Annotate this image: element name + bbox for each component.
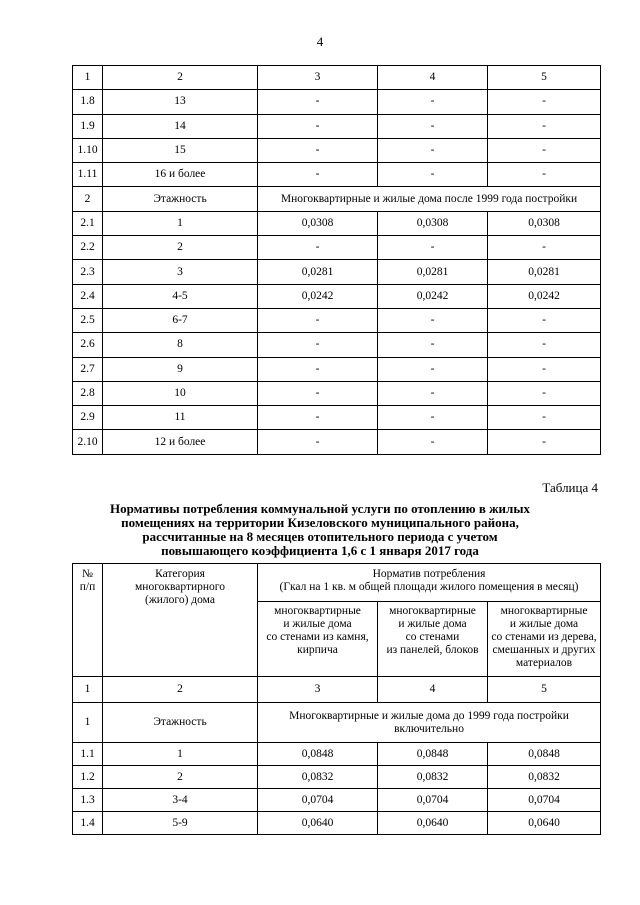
table-row: [73, 163, 601, 187]
header-text: со стенами из дерева,: [491, 631, 597, 643]
header-text: многоквартирные: [389, 605, 476, 617]
table-cell: -: [488, 357, 601, 381]
table-row: [73, 236, 601, 260]
table-cell: -: [378, 430, 488, 454]
header-text: и жилые дома: [398, 618, 467, 630]
table-cell: 1.9: [73, 114, 103, 138]
table-cell: 2: [73, 187, 103, 211]
header-text: многоквартирного: [135, 581, 225, 593]
table-cell: 2: [103, 766, 258, 789]
header-text: со стенами: [405, 631, 460, 643]
table-cell: 0,0832: [378, 766, 488, 789]
table-cell: 1.8: [73, 90, 103, 114]
section-text: включительно: [394, 722, 464, 735]
table-row: [73, 260, 601, 284]
table-cell: 2.1: [73, 211, 103, 235]
table-cell: -: [488, 333, 601, 357]
table-cell: -: [258, 138, 378, 162]
table-cell: 0,0281: [378, 260, 488, 284]
table-cell: -: [258, 308, 378, 332]
table-cell: 0,0832: [258, 766, 378, 789]
table-cell: -: [488, 236, 601, 260]
col-number-header: [73, 564, 103, 677]
table-cell: -: [258, 430, 378, 454]
table-cell: 2: [103, 677, 258, 703]
table-row: [73, 812, 601, 835]
table-row: [73, 743, 601, 766]
table-cell: 2.3: [73, 260, 103, 284]
table-cell: 4: [378, 677, 488, 703]
heading-line: помещениях на территории Кизеловского муниципального района,: [121, 515, 519, 530]
header-text: со стенами из камня,: [266, 631, 369, 643]
table-cell: 0,0704: [378, 789, 488, 812]
table-cell: 1: [103, 211, 258, 235]
section-row: [73, 703, 601, 743]
subheader-panel: [378, 602, 488, 677]
header-text: и жилые дома: [283, 618, 352, 630]
subheader-stone: [258, 602, 378, 677]
table-cell: 2: [103, 66, 258, 90]
table-cell: -: [488, 430, 601, 454]
header-text: многоквартирные: [500, 605, 588, 617]
section-row: [73, 187, 601, 211]
table-cell: 4-5: [103, 284, 258, 308]
table-cell: 1: [73, 703, 103, 743]
table-cell: 2.5: [73, 308, 103, 332]
heading-line: Нормативы потребления коммунальной услуги по отоплению в жилых: [110, 501, 530, 516]
table-caption: Таблица 4: [542, 480, 598, 495]
table-cell: -: [378, 114, 488, 138]
table-cell: 16 и более: [103, 163, 258, 187]
table-cell: 6-7: [103, 308, 258, 332]
table-cell: Этажность: [103, 187, 258, 211]
table-cell: -: [258, 163, 378, 187]
header-text: Норматив потребления: [372, 568, 486, 580]
table-cell: 0,0640: [378, 812, 488, 835]
table-cell: 2.7: [73, 357, 103, 381]
table-cell: 10: [103, 381, 258, 405]
table-cell: 1.11: [73, 163, 103, 187]
norm-header: [258, 564, 601, 602]
table-cell: Многоквартирные и жилые дома после 1999 года постройки: [258, 187, 601, 211]
table-cell: 1.3: [73, 789, 103, 812]
table-cell: 0,0640: [258, 812, 378, 835]
table-cell: 2.6: [73, 333, 103, 357]
table-cell: 12 и более: [103, 430, 258, 454]
table-row: [73, 114, 601, 138]
heating-norms-table-4: [72, 563, 601, 835]
header-text: п/п: [79, 581, 96, 593]
table-cell: -: [488, 138, 601, 162]
table-cell: 0,0308: [258, 211, 378, 235]
table-row: [73, 789, 601, 812]
header-text: многоквартирные: [274, 605, 361, 617]
table-cell: 3: [258, 677, 378, 703]
header-text: №: [82, 568, 93, 580]
heating-norms-table-continued: [72, 65, 601, 455]
header-text: смешанных и других: [492, 644, 596, 656]
table-cell: 0,0242: [488, 284, 601, 308]
table-cell: 2.10: [73, 430, 103, 454]
table-cell: -: [378, 406, 488, 430]
table-cell: -: [488, 163, 601, 187]
table-heading: [60, 502, 580, 558]
table-cell: 9: [103, 357, 258, 381]
table-cell: -: [258, 333, 378, 357]
table-cell: 2.9: [73, 406, 103, 430]
table-row: [73, 357, 601, 381]
section-description: [258, 703, 601, 743]
table-cell: -: [378, 333, 488, 357]
table-cell: 1: [73, 677, 103, 703]
table-cell: -: [488, 114, 601, 138]
table-cell: 0,0848: [488, 743, 601, 766]
col-category-header: [103, 564, 258, 677]
table-cell: 0,0704: [488, 789, 601, 812]
table-cell: -: [378, 308, 488, 332]
table-cell: -: [378, 236, 488, 260]
table-cell: -: [488, 406, 601, 430]
heading-line: повышающего коэффициента 1,6 с 1 января 2017 года: [161, 543, 479, 558]
table-cell: -: [258, 406, 378, 430]
table-cell: -: [258, 236, 378, 260]
table-row: [73, 333, 601, 357]
table-cell: 0,0848: [378, 743, 488, 766]
table-cell: 0,0281: [258, 260, 378, 284]
table-cell: 5: [488, 66, 601, 90]
table-cell: 5: [488, 677, 601, 703]
header-text: из панелей, блоков: [386, 644, 479, 656]
table-row: [73, 406, 601, 430]
table-cell: -: [378, 357, 488, 381]
header-text: (Гкал на 1 кв. м общей площади жилого помещения в месяц): [279, 581, 579, 593]
table-cell: 2.2: [73, 236, 103, 260]
table-cell: 0,0242: [378, 284, 488, 308]
table-row: [73, 66, 601, 90]
table-cell: Этажность: [103, 703, 258, 743]
section-text: Многоквартирные и жилые дома до 1999 года постройки: [289, 709, 569, 722]
table-row: [73, 138, 601, 162]
table-cell: -: [488, 90, 601, 114]
table-cell: -: [378, 163, 488, 187]
table-cell: 11: [103, 406, 258, 430]
subheader-wood: [488, 602, 601, 677]
table-cell: -: [258, 357, 378, 381]
table-cell: 8: [103, 333, 258, 357]
header-text: (жилого) дома: [145, 594, 215, 606]
table-cell: -: [258, 90, 378, 114]
header-text: и жилые дома: [509, 618, 579, 630]
page-number: 4: [316, 34, 324, 49]
table-cell: 0,0848: [258, 743, 378, 766]
table-cell: 1.1: [73, 743, 103, 766]
table-cell: -: [488, 308, 601, 332]
table-cell: 0,0704: [258, 789, 378, 812]
table-cell: 2.4: [73, 284, 103, 308]
table-cell: 1.4: [73, 812, 103, 835]
header-text: Категория: [155, 568, 205, 580]
header-text: кирпича: [297, 644, 338, 656]
table-cell: 2.8: [73, 381, 103, 405]
table-cell: -: [378, 138, 488, 162]
table-cell: 0,0640: [488, 812, 601, 835]
table-cell: 1: [103, 743, 258, 766]
table-cell: -: [258, 114, 378, 138]
table-row: [73, 308, 601, 332]
table-row: [73, 284, 601, 308]
table-cell: -: [378, 381, 488, 405]
table-cell: 0,0281: [488, 260, 601, 284]
column-numbers-row: [73, 677, 601, 703]
table-cell: 15: [103, 138, 258, 162]
heading-line: рассчитанные на 8 месяцев отопительного периода с учетом: [142, 529, 498, 544]
table-cell: -: [258, 381, 378, 405]
table-cell: 2: [103, 236, 258, 260]
header-row: [73, 564, 601, 602]
table-cell: 14: [103, 114, 258, 138]
table-cell: 3: [258, 66, 378, 90]
table-cell: 4: [378, 66, 488, 90]
table-cell: 13: [103, 90, 258, 114]
table-row: [73, 430, 601, 454]
table-row: [73, 211, 601, 235]
table-row: [73, 90, 601, 114]
table-cell: 0,0832: [488, 766, 601, 789]
table-cell: 1.10: [73, 138, 103, 162]
table-cell: 1.2: [73, 766, 103, 789]
table-cell: 0,0242: [258, 284, 378, 308]
table-cell: 0,0308: [488, 211, 601, 235]
table-cell: 5-9: [103, 812, 258, 835]
table-cell: -: [378, 90, 488, 114]
table-cell: 1: [73, 66, 103, 90]
table-cell: -: [488, 381, 601, 405]
table-cell: 3: [103, 260, 258, 284]
table-cell: 3-4: [103, 789, 258, 812]
header-text: материалов: [515, 657, 573, 669]
table-row: [73, 381, 601, 405]
table-cell: 0,0308: [378, 211, 488, 235]
table-row: [73, 766, 601, 789]
